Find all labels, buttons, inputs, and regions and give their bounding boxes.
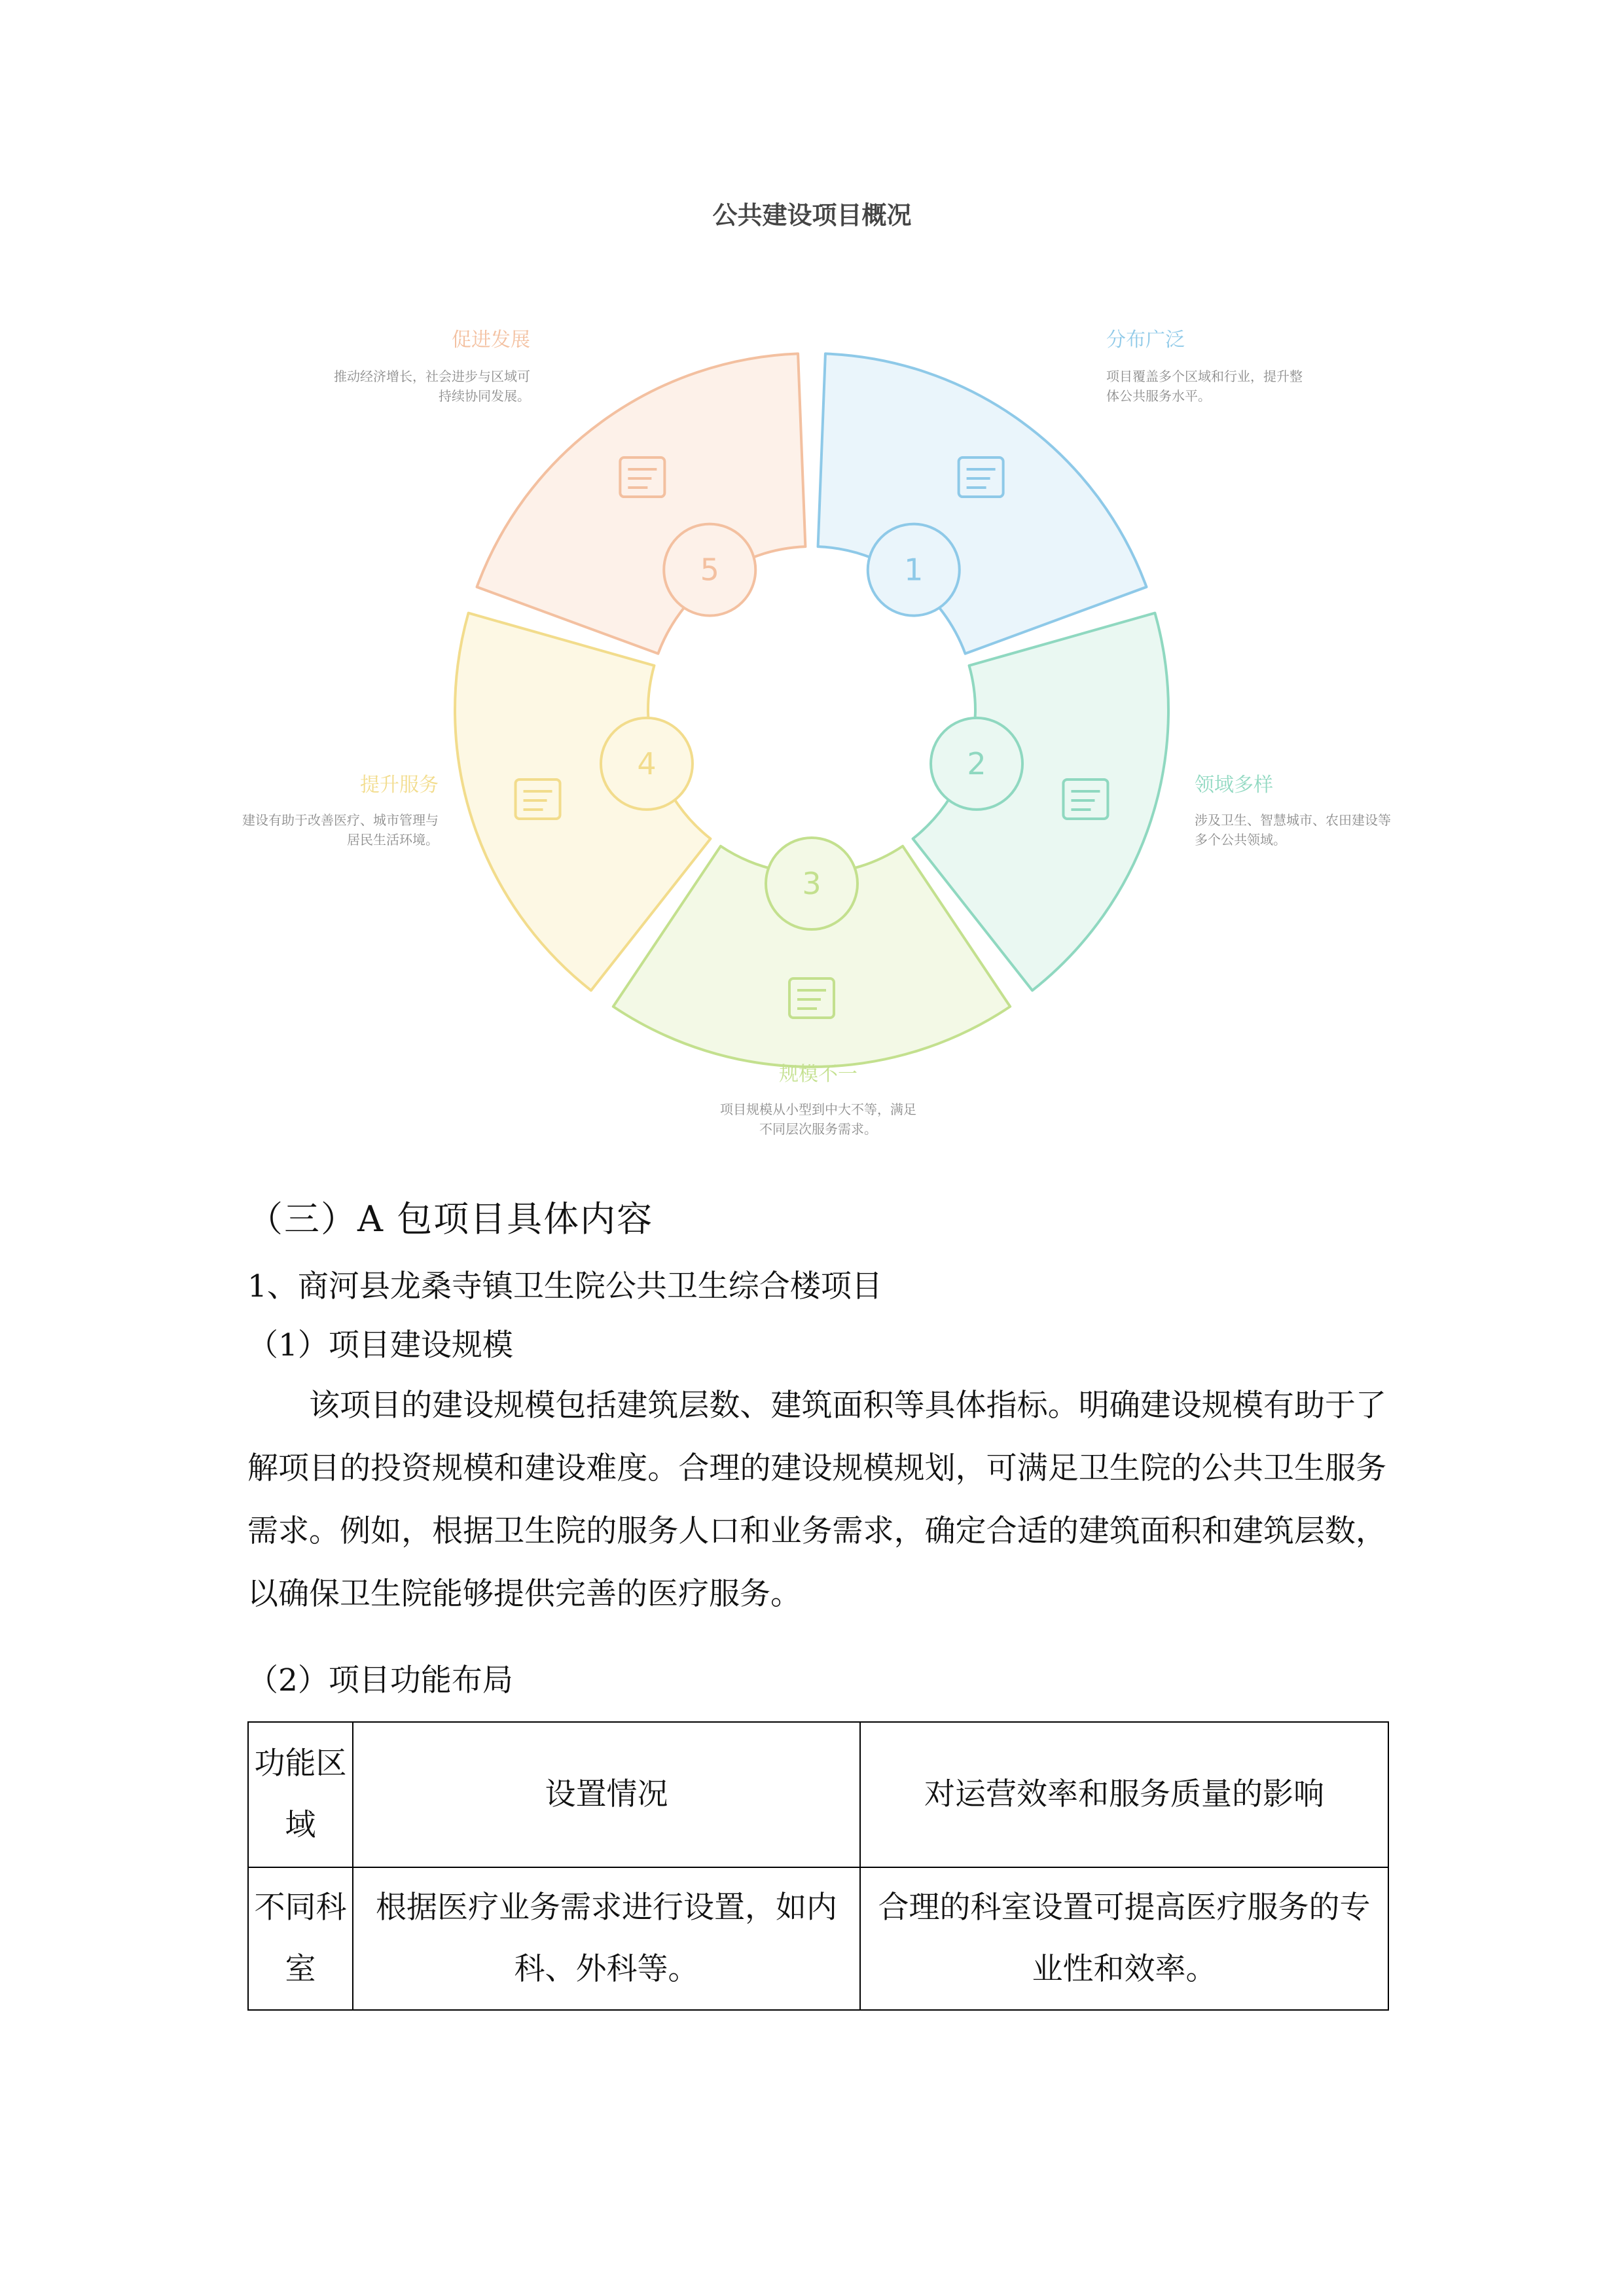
table-cell: 合理的科室设置可提高医疗服务的专业性和效率。 — [860, 1867, 1388, 2010]
table-header-row — [248, 1722, 1388, 1867]
segment-4-title: 提升服务 — [360, 774, 439, 797]
table-row — [248, 1867, 1388, 2010]
segment-5-title: 促进发展 — [452, 329, 530, 351]
header-cell-impact: 对运营效率和服务质量的影响 — [860, 1722, 1388, 1867]
segment-3-title: 规模不一 — [779, 1063, 857, 1086]
segment-5-desc: 推动经济增长，社会进步与区域可持续协同发展。 — [334, 368, 530, 404]
segment-4-desc: 建设有助于改善医疗、城市管理与居民生活环境。 — [242, 812, 439, 848]
segment-2-title: 领域多样 — [1195, 774, 1273, 797]
segment-1-title: 分布广泛 — [1106, 329, 1185, 351]
scale-paragraph: 该项目的建设规模包括建筑层数、建筑面积等具体指标。明确建设规模有助于了解项目的投资规模和建设难度。合理的建设规模规划，可满足卫生院的公共卫生服务需求。例如，根据卫生院的服务人口和业务需求，确定合适的建筑面积和建筑层数，以确保卫生院能够提供完善的医疗服务。 — [247, 1388, 1386, 1612]
segment-1 — [818, 353, 1147, 653]
project-heading: 1、商河县龙桑寺镇卫生院公共卫生综合楼项目 — [247, 1268, 882, 1304]
subsection-title-layout: （2）项目功能布局 — [247, 1662, 513, 1698]
segment-2-number: 2 — [967, 745, 986, 781]
segment-1-shape — [818, 353, 1147, 653]
segment-4-number: 4 — [637, 745, 657, 781]
segment-1-desc: 项目覆盖多个区域和行业，提升整体公共服务水平。 — [1106, 368, 1303, 404]
segment-1-number: 1 — [904, 552, 924, 588]
segment-2-desc: 涉及卫生、智慧城市、农田建设等多个公共领域。 — [1195, 812, 1391, 848]
table-cell: 根据医疗业务需求进行设置，如内科、外科等。 — [353, 1867, 860, 2010]
table-cell: 不同科室 — [248, 1867, 353, 2010]
function-layout-table — [247, 1721, 1389, 2011]
header-cell-area: 功能区域 — [248, 1722, 353, 1867]
segment-3-number: 3 — [802, 866, 821, 901]
segment-3-desc: 项目规模从小型到中大不等，满足不同层次服务需求。 — [720, 1102, 916, 1137]
segment-5-number: 5 — [700, 552, 719, 588]
section-heading-a-package: （三）A 包项目具体内容 — [247, 1198, 654, 1240]
subsection-title-scale: （1）项目建设规模 — [247, 1327, 513, 1363]
header-cell-setting: 设置情况 — [353, 1722, 860, 1867]
diagram-title: 公共建设项目概况 — [712, 201, 912, 230]
